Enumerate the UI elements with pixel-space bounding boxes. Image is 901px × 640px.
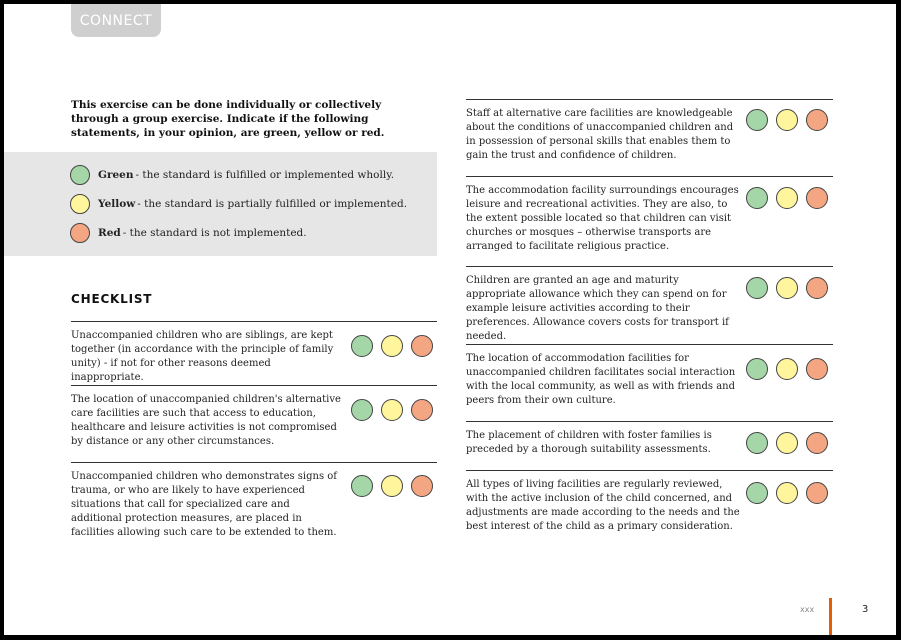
checklist-item-text: The placement of children with foster families is preceded by a thorough suitability assessments.	[466, 430, 712, 455]
document-page	[4, 4, 896, 635]
yellow-circle-icon	[70, 194, 90, 214]
checklist-item-text: The location of accommodation facilities for unaccompanied children facilitates social interaction with the local community, as well as with friends and peers from their own culture.	[466, 353, 736, 406]
green-rating-button[interactable]	[351, 335, 373, 357]
green-circle-icon	[70, 165, 90, 185]
page-number: 3	[862, 604, 869, 615]
green-rating-button[interactable]	[746, 358, 768, 380]
red-rating-button[interactable]	[806, 187, 828, 209]
rating-options	[746, 187, 828, 209]
rating-options	[746, 432, 828, 454]
red-rating-button[interactable]	[806, 482, 828, 504]
checklist-heading: CHECKLIST	[71, 292, 153, 306]
yellow-rating-button[interactable]	[381, 335, 403, 357]
legend-yellow	[70, 194, 407, 214]
green-rating-button[interactable]	[746, 109, 768, 131]
green-rating-button[interactable]	[746, 432, 768, 454]
yellow-rating-button[interactable]	[381, 399, 403, 421]
yellow-rating-button[interactable]	[776, 109, 798, 131]
legend-green-label: Green	[98, 169, 134, 181]
legend-red-desc: - the standard is not implemented.	[122, 227, 307, 239]
legend-green-desc: - the standard is fulfilled or implemented wholly.	[135, 169, 395, 181]
green-rating-button[interactable]	[746, 187, 768, 209]
yellow-rating-button[interactable]	[776, 187, 798, 209]
green-rating-button[interactable]	[351, 399, 373, 421]
intro-text: This exercise can be done individually or collectively through a group exercise. Indicate if the following statements, in your opinion, are green, yellow or red.	[71, 99, 385, 139]
footer-text: xxx	[800, 605, 815, 614]
legend-yellow-label: Yellow	[98, 198, 136, 210]
red-rating-button[interactable]	[411, 335, 433, 357]
rating-options	[351, 335, 433, 357]
legend-box	[4, 152, 437, 256]
yellow-rating-button[interactable]	[776, 482, 798, 504]
red-rating-button[interactable]	[411, 475, 433, 497]
legend-red	[70, 223, 307, 243]
yellow-rating-button[interactable]	[776, 358, 798, 380]
yellow-rating-button[interactable]	[381, 475, 403, 497]
legend-red-label: Red	[98, 227, 121, 239]
legend-yellow-desc: - the standard is partially fulfilled or implemented.	[137, 198, 408, 210]
legend-green	[70, 165, 394, 185]
checklist-item	[466, 344, 833, 421]
checklist-item-text: The location of unaccompanied children's alternative care facilities are such that access to education, healthcare and leisure activities is not compromised by distance or any other circumstances.	[71, 394, 341, 447]
checklist-item-text: Unaccompanied children who demonstrates signs of trauma, or who are likely to have experienced situations that call for specialized care and additional protection measures, are placed in facilities allowing such care to be extended to them.	[71, 471, 337, 538]
green-rating-button[interactable]	[746, 277, 768, 299]
green-rating-button[interactable]	[746, 482, 768, 504]
footer-accent-bar	[829, 598, 832, 635]
checklist-item	[71, 385, 437, 462]
rating-options	[351, 475, 433, 497]
checklist-item	[466, 470, 833, 550]
rating-options	[351, 399, 433, 421]
rating-options	[746, 277, 828, 299]
checklist-item-text: All types of living facilities are regularly reviewed, with the active inclusion of the child concerned, and adjustments are made according to the needs and the best interest of the child as a primary consideration.	[466, 479, 740, 532]
connect-logo: CONNECT	[71, 4, 161, 37]
rating-options	[746, 358, 828, 380]
checklist-item	[71, 462, 437, 552]
rating-options	[746, 109, 828, 131]
checklist-item-text: The accommodation facility surroundings encourages leisure and recreational activities. They are also, to the extent possible located so that children can visit churches or mosques – otherwise transports are arranged to facilitate religious practice.	[466, 185, 739, 252]
checklist-item-text: Children are granted an age and maturity appropriate allowance which they can spend on for example leisure activities according to their preferences. Allowance covers costs for transport if needed.	[466, 275, 729, 342]
red-rating-button[interactable]	[806, 277, 828, 299]
checklist-item-text: Staff at alternative care facilities are knowledgeable about the conditions of unaccompanied children and in possession of personal skills that enables them to gain the trust and confidence of children.	[466, 108, 734, 161]
checklist-item-text: Unaccompanied children who are siblings, are kept together (in accordance with the principle of family unity) - if not for other reasons deemed inappropriate.	[71, 330, 334, 383]
green-rating-button[interactable]	[351, 475, 373, 497]
checklist-item	[466, 99, 833, 176]
red-rating-button[interactable]	[411, 399, 433, 421]
rating-options	[746, 482, 828, 504]
red-rating-button[interactable]	[806, 109, 828, 131]
checklist-item	[466, 176, 833, 266]
yellow-rating-button[interactable]	[776, 277, 798, 299]
red-circle-icon	[70, 223, 90, 243]
red-rating-button[interactable]	[806, 432, 828, 454]
checklist-item	[466, 421, 833, 470]
red-rating-button[interactable]	[806, 358, 828, 380]
yellow-rating-button[interactable]	[776, 432, 798, 454]
checklist-item	[71, 321, 437, 385]
checklist-item	[466, 266, 833, 344]
